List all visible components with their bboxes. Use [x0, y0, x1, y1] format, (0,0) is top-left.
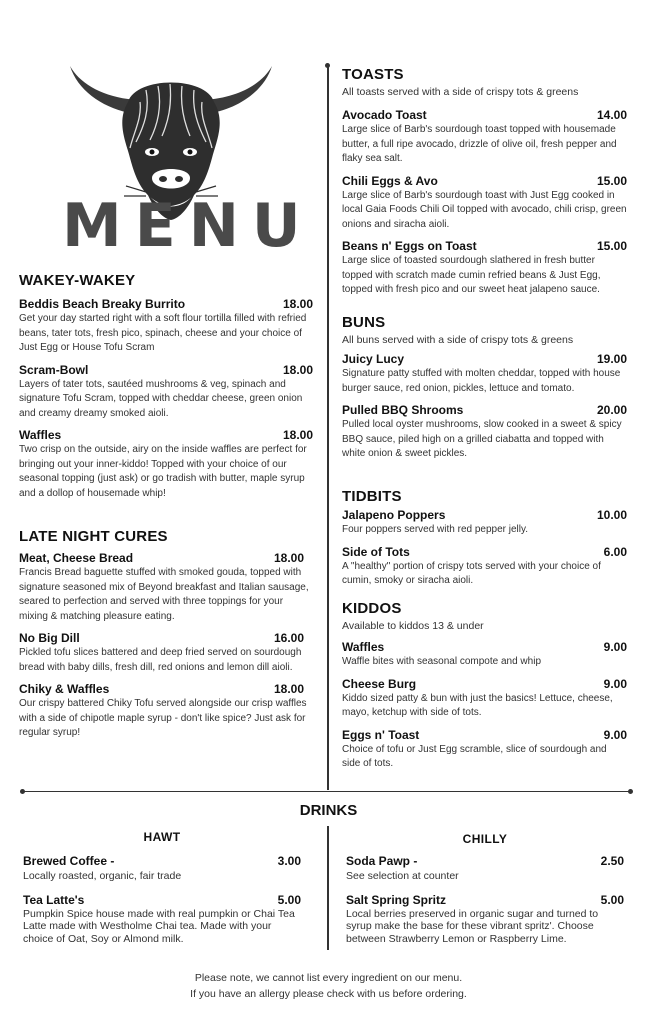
menu-item [346, 854, 624, 884]
allergy-note-line: Please note, we cannot list every ingredient on our menu. [194, 972, 463, 984]
menu-item [342, 545, 627, 589]
divider-dot [325, 63, 330, 68]
item-name: No Big Dill [19, 631, 80, 645]
item-desc: Get your day started right with a soft flour tortilla filled with refried beans, tater tots, fresh pico, spinach, cheese and your choice of Just Egg or House Tofu Scram [19, 313, 307, 353]
item-price: 18.00 [273, 551, 304, 565]
item-desc: Francis Bread baguette stuffed with smoked gouda, topped with signature seasoned mix of Beyond breakfast and Italian sausage, seared to perfection and served with three toppings for your mixing & matching pleasure eating. [19, 567, 309, 622]
item-price: 3.00 [277, 854, 301, 868]
item-name: Brewed Coffee - [23, 854, 115, 868]
item-desc: Four poppers served with red pepper jelly. [342, 524, 529, 535]
section-wakey-wakey [19, 272, 313, 501]
item-desc: Pickled tofu slices battered and deep fried served on sourdough bread with baby dills, fresh dill, red onions and lemon dill aioli. [19, 647, 302, 673]
menu-item [19, 551, 313, 624]
menu-item [342, 640, 627, 670]
section-subtitle: All toasts served with a side of crispy tots & greens [342, 86, 579, 98]
item-name: Pulled BBQ Shrooms [342, 403, 464, 417]
item-name: Chiky & Waffles [19, 682, 110, 696]
section-subtitle: All buns served with a side of crispy tots & greens [342, 334, 574, 346]
item-price: 15.00 [596, 173, 627, 188]
item-desc: See selection at counter [346, 870, 459, 882]
section-kiddos [342, 600, 627, 772]
item-name: Avocado Toast [342, 108, 427, 122]
item-name: Jalapeno Poppers [342, 508, 446, 522]
menu-item [19, 631, 313, 675]
menu-item [19, 682, 313, 741]
item-name: Scram-Bowl [19, 362, 89, 377]
item-desc: Pulled local oyster mushrooms, slow cooked in a sweet & spicy BBQ sauce, piled high on a grilled ciabatta and topped with white onion & sweet pickles. [342, 419, 622, 459]
item-name: Beddis Beach Breaky Burrito [19, 297, 186, 311]
menu-item [23, 893, 301, 946]
menu-item [342, 352, 627, 396]
item-name: Side of Tots [342, 544, 410, 559]
menu-item [346, 893, 624, 946]
section-divider [22, 791, 630, 792]
menu-item [342, 108, 627, 167]
section-title: TOASTS [342, 66, 404, 83]
item-name: Salt Spring Spritz [346, 892, 447, 907]
menu-item [19, 297, 313, 356]
item-price: 15.00 [596, 239, 627, 253]
section-buns [342, 314, 627, 462]
item-price: 9.00 [603, 727, 627, 742]
item-desc: Kiddo sized patty & bun with just the basics! Lettuce, cheese, mayo, ketchup with side of tots. [342, 692, 613, 718]
menu-item [342, 174, 627, 233]
allergy-note [0, 970, 657, 1002]
section-title: BUNS [342, 314, 386, 331]
item-desc: Layers of tater tots, sautéed mushrooms & veg, spinach and signature Tofu Scram, topped with cheddar cheese, green onion and creamy dreamy smoked aioli. [19, 378, 303, 419]
column-divider [327, 66, 329, 790]
menu-item [23, 854, 301, 884]
section-title: LATE NIGHT CURES [19, 528, 168, 545]
item-desc: Large slice of toasted sourdough slathered in fresh butter topped with scratch made cumin refried beans & Just Egg, topped with fresh pico and our sweet heat jalapeno sauce. [342, 255, 601, 295]
item-price: 2.50 [600, 854, 624, 868]
menu-item [19, 363, 313, 422]
section-chilly [346, 832, 624, 945]
item-price: 20.00 [596, 403, 627, 417]
menu-item [342, 403, 627, 462]
item-price: 9.00 [603, 676, 627, 691]
menu-item [342, 239, 627, 298]
item-name: Beans n' Eggs on Toast [342, 239, 477, 253]
item-name: Chili Eggs & Avo [342, 173, 438, 188]
item-name: Cheese Burg [342, 676, 417, 691]
allergy-note-line: If you have an allergy please check with us before ordering. [190, 988, 467, 1000]
item-price: 14.00 [596, 108, 627, 122]
item-desc: Local berries preserved in organic sugar and turned to syrup make the base for these vibrant spritz'. Choose between Strawberry Lemon or Raspberry Lime. [346, 907, 599, 945]
item-desc: Signature patty stuffed with molten cheddar, topped with house burger sauce, red onion, pickles, lettuce and tomato. [342, 368, 621, 394]
item-name: Tea Latte's [23, 892, 85, 907]
section-tidbits [342, 488, 627, 589]
item-desc: A "healthy" portion of crispy tots served with your choice of cumin, smoky or siracha aioli. [342, 560, 601, 586]
item-price: 9.00 [603, 640, 627, 654]
item-desc: Choice of tofu or Just Egg scramble, slice of sourdough and side of tots. [342, 743, 607, 769]
item-desc: Our crispy battered Chiky Tofu served alongside our crisp waffles with a side of chipotle maple syrup - don't like spice? Just ask for regular syrup! [19, 698, 307, 738]
item-desc: Large slice of Barb's sourdough toast topped with housemade butter, a full ripe avocado, drizzle of olive oil, fresh pepper and flaky sea salt. [342, 124, 617, 164]
item-price: 5.00 [277, 892, 301, 907]
item-name: Soda Pawp - [346, 854, 418, 868]
item-name: Meat, Cheese Bread [19, 551, 134, 565]
drinks-title: DRINKS [299, 802, 358, 819]
drinks-subtitle: HAWT [143, 830, 181, 844]
section-hawt [23, 830, 301, 945]
section-title: WAKEY-WAKEY [19, 272, 136, 289]
item-desc: Waffle bites with seasonal compote and whip [342, 656, 541, 667]
drinks-divider [327, 826, 329, 950]
item-name: Waffles [19, 428, 62, 442]
menu-item [342, 728, 627, 772]
section-toasts [342, 66, 627, 298]
item-price: 18.00 [282, 297, 313, 311]
section-title: TIDBITS [342, 488, 402, 505]
item-name: Waffles [342, 640, 385, 654]
item-price: 5.00 [600, 892, 624, 907]
item-price: 18.00 [282, 362, 313, 377]
item-price: 16.00 [273, 631, 304, 645]
item-price: 19.00 [596, 352, 627, 366]
menu-title: MENU [62, 191, 314, 261]
item-price: 18.00 [282, 428, 313, 442]
section-late-night-cures [19, 528, 313, 741]
menu-item [342, 677, 627, 721]
divider-dot [20, 789, 25, 794]
drinks-subtitle: CHILLY [462, 832, 508, 846]
item-desc: Locally roasted, organic, fair trade [23, 870, 182, 882]
item-name: Eggs n' Toast [342, 727, 420, 742]
item-desc: Two crisp on the outside, airy on the inside waffles are perfect for bringing out your inner-kiddo! Topped with your choice of our seasonal topping (just ask) or go tradish with butter, maple syrup and a dollop of housemade whip! [19, 444, 307, 499]
section-subtitle: Available to kiddos 13 & under [342, 620, 484, 632]
divider-dot [628, 789, 633, 794]
item-desc: Large slice of Barb's sourdough toast with Just Egg cooked in local Gaia Foods Chili Oil topped with avocado, chili crisp, green onions and siracha aioli. [342, 189, 627, 230]
item-price: 10.00 [596, 508, 627, 522]
section-title: KIDDOS [342, 600, 402, 617]
item-price: 6.00 [603, 544, 627, 559]
item-desc: Pumpkin Spice house made with real pumpkin or Chai Tea Latte made with Westholme Chai tea. Made with your choice of Oat, Soy or Almond milk. [23, 907, 295, 945]
item-name: Juicy Lucy [342, 352, 405, 366]
menu-item [19, 428, 313, 501]
menu-item [342, 508, 627, 538]
item-price: 18.00 [273, 682, 304, 696]
